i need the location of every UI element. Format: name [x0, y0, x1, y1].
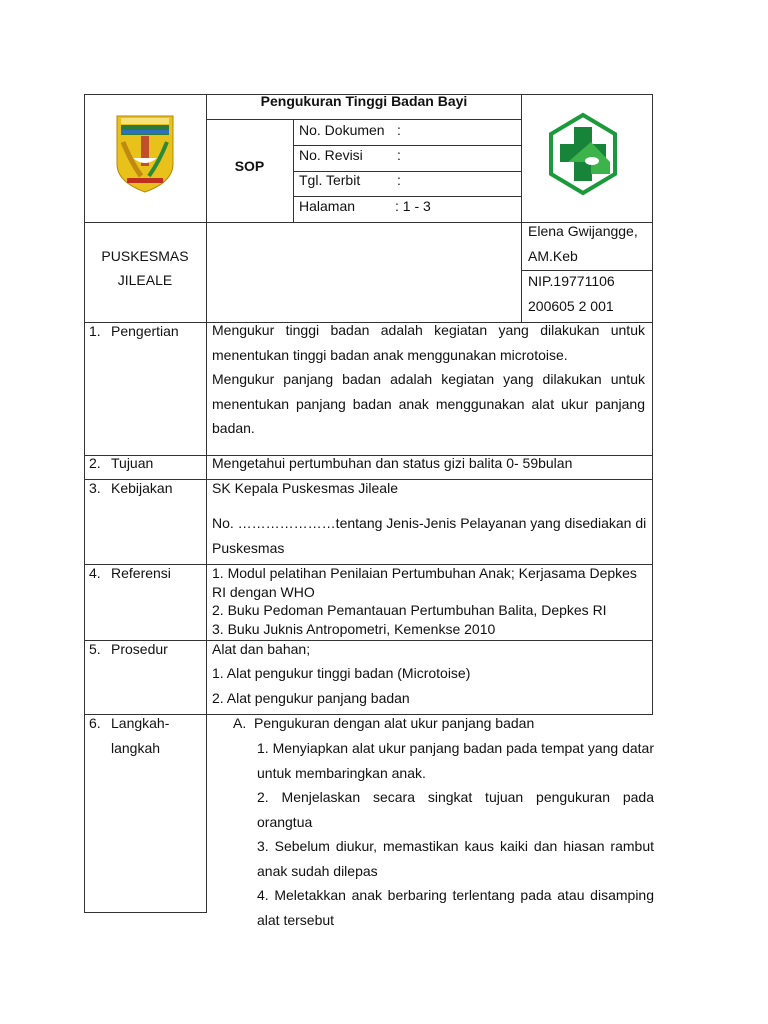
- text-line: anak sudah dilepas: [257, 862, 378, 879]
- field-value: : 1 - 3: [395, 198, 431, 214]
- kabupaten-seal-logo: [113, 112, 177, 194]
- text-line: untuk membaringkan anak.: [257, 764, 426, 781]
- field-value: :: [397, 122, 401, 138]
- text-line: Mengukur tinggi badan adalah kegiatan yang dilakukan untuk: [212, 322, 645, 338]
- document-title: Pengukuran Tinggi Badan Bayi: [260, 93, 468, 109]
- section-content-pengertian: [212, 318, 645, 441]
- section-label: Prosedur: [111, 641, 168, 657]
- text-line: menentukan panjang badan anak menggunakan alat ukur panjang: [212, 395, 645, 412]
- text-line: Mengukur panjang badan adalah kegiatan yang dilakukan untuk: [212, 371, 645, 387]
- signer-nip-cont: 200605 2 001: [528, 298, 614, 314]
- section-label: Tujuan: [111, 455, 154, 471]
- text-line: Puskesmas: [212, 540, 285, 556]
- text-line: 3. Sebelum diukur, memastikan kaus kaiki dan hiasan rambut: [257, 838, 654, 854]
- section-content-referensi: [212, 564, 637, 638]
- section-content-tujuan: Mengetahui pertumbuhan dan status gizi balita 0- 59bulan: [212, 455, 573, 471]
- signer-title: AM.Keb: [528, 248, 578, 264]
- org-name-line2: JILEALE: [117, 272, 173, 288]
- text-line: SK Kepala Puskesmas Jileale: [212, 480, 398, 496]
- text-line: 2. Menjelaskan secara singkat tujuan pengukuran pada orangtua: [257, 789, 654, 830]
- section-number: 2.: [89, 455, 101, 471]
- signer-name: Elena Gwijangge,: [528, 223, 638, 239]
- text-line: alat tersebut: [257, 911, 335, 928]
- section-label: Pengertian: [111, 323, 179, 339]
- section-label: Langkah-: [111, 715, 170, 731]
- text-line: 3. Buku Juknis Antropometri, Kemenkse 2010: [212, 620, 496, 637]
- field-label: Tgl. Terbit: [299, 172, 361, 188]
- field-value: :: [397, 172, 401, 188]
- text-line: 2. Buku Pedoman Pemantauan Pertumbuhan Balita, Depkes RI: [212, 602, 607, 618]
- field-label: No. Revisi: [299, 147, 363, 163]
- signer-nip: NIP.19771106: [528, 273, 615, 289]
- section-label: Referensi: [111, 565, 171, 581]
- text-line: 1. Alat pengukur tinggi badan (Microtoise): [212, 665, 471, 681]
- text-line: No. …………………tentang Jenis-Jenis Pelayanan yang disediakan di: [212, 515, 647, 531]
- text-line: 2. Alat pengukur panjang badan: [212, 690, 410, 706]
- section-number: 4.: [89, 565, 101, 581]
- puskesmas-logo: [548, 112, 618, 196]
- text-line: 1. Menyiapkan alat ukur panjang badan pada tempat yang datar: [257, 740, 654, 756]
- text-line: A. Pengukuran dengan alat ukur panjang badan: [233, 715, 535, 731]
- text-line: badan.: [212, 420, 255, 436]
- text-line: 1. Modul pelatihan Penilaian Pertumbuhan Anak; Kerjasama Depkes: [212, 565, 637, 581]
- text-line: 4. Meletakkan anak berbaring terlentang pada atau disamping: [257, 887, 654, 903]
- section-number: 5.: [89, 641, 101, 657]
- section-number: 1.: [89, 323, 101, 339]
- org-name-line1: PUSKESMAS: [101, 248, 189, 264]
- field-label: Halaman: [299, 198, 356, 214]
- section-number: 6.: [89, 715, 101, 731]
- field-label: No. Dokumen: [299, 122, 385, 138]
- section-number: 3.: [89, 480, 101, 496]
- section-content-langkah: [257, 736, 654, 932]
- section-label: Kebijakan: [111, 480, 173, 496]
- section-label-cont: langkah: [111, 740, 161, 756]
- text-line: Alat dan bahan;: [212, 641, 311, 657]
- text-line: RI dengan WHO: [212, 583, 315, 600]
- sop-label: SOP: [234, 158, 265, 174]
- text-line: menentukan tinggi badan anak menggunakan microtoise.: [212, 346, 568, 363]
- field-value: :: [397, 147, 401, 163]
